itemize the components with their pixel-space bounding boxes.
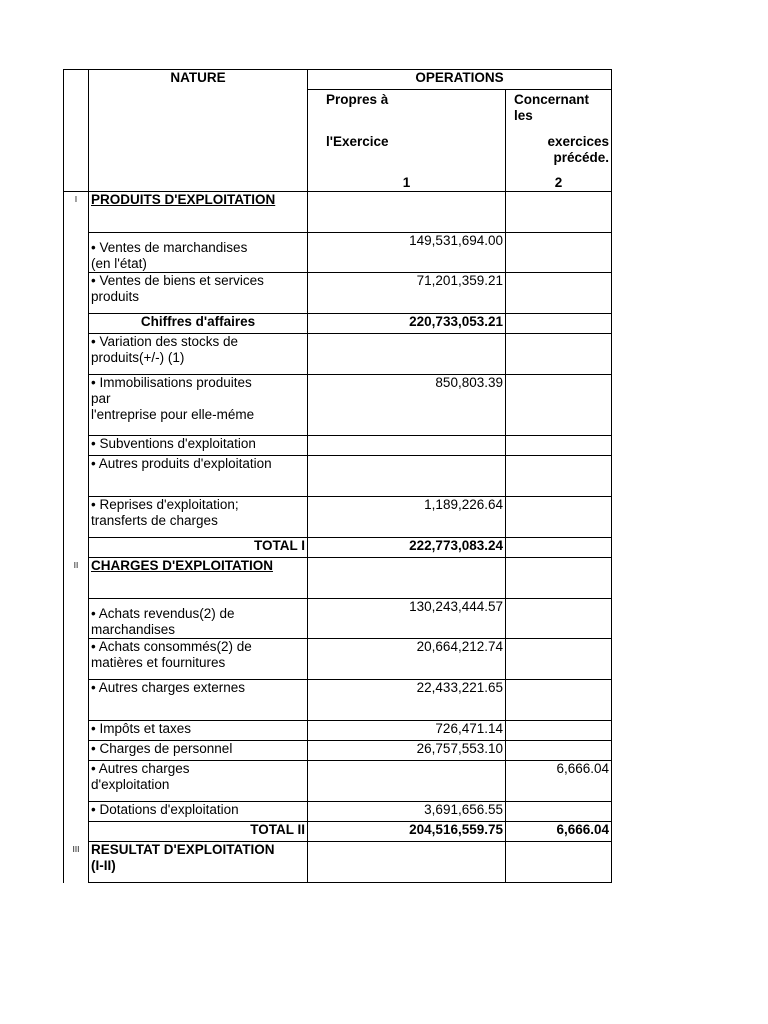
achats-revendus-value: 130,243,444.57	[308, 599, 506, 639]
total-2-label: TOTAL II	[89, 822, 308, 842]
ventes-biens-line2: produits	[91, 289, 140, 304]
resultat-v2	[506, 842, 612, 883]
col1-header: 1	[308, 170, 506, 192]
autres-charges-label	[89, 761, 308, 802]
ventes-marchandises-line1: • Ventes de marchandises	[91, 240, 248, 255]
section-label-3	[64, 842, 89, 883]
propres-header	[308, 90, 506, 134]
produits-title: PRODUITS D'EXPLOITATION	[89, 192, 308, 233]
impots-taxes-value: 726,471.14	[308, 721, 506, 741]
chiffres-affaires-v2	[506, 314, 612, 334]
variation-stocks-value	[308, 334, 506, 375]
header-section-cell	[64, 70, 89, 192]
achats-consommes-label	[89, 639, 308, 680]
charges-title-v1	[308, 558, 506, 599]
autres-charges-externes-value: 22,433,221.65	[308, 680, 506, 721]
reprises-label	[89, 497, 308, 538]
charges-title-v2	[506, 558, 612, 599]
autres-charges-v2: 6,666.04	[506, 761, 612, 802]
ventes-biens-value: 71,201,359.21	[308, 273, 506, 314]
total-2-v2: 6,666.04	[506, 822, 612, 842]
variation-stocks-label	[89, 334, 308, 375]
autres-produits-value	[308, 456, 506, 497]
resultat-title-line1: RESULTAT D'EXPLOITATION	[91, 842, 275, 857]
immobilisations-value: 850,803.39	[308, 375, 506, 436]
achats-consommes-v2	[506, 639, 612, 680]
achats-revendus-v2	[506, 599, 612, 639]
produits-title-v1	[308, 192, 506, 233]
autres-produits-label: • Autres produits d'exploitation	[89, 456, 308, 497]
ventes-biens-label	[89, 273, 308, 314]
immobilisations-label	[89, 375, 308, 436]
chiffres-affaires-label: Chiffres d'affaires	[89, 314, 308, 334]
charges-personnel-v2	[506, 741, 612, 761]
subventions-label: • Subventions d'exploitation	[89, 436, 308, 456]
concernant-header-line1: Concernant	[514, 92, 590, 107]
chiffres-affaires-value: 220,733,053.21	[308, 314, 506, 334]
nature-header	[89, 70, 308, 192]
variation-stocks-v2	[506, 334, 612, 375]
nature-header-label: NATURE	[170, 70, 226, 85]
propres-header-line2: l'Exercice	[326, 133, 389, 149]
concernant-header	[506, 90, 612, 134]
dotations-value: 3,691,656.55	[308, 802, 506, 822]
variation-stocks-line2: produits(+/-) (1)	[91, 350, 185, 365]
achats-consommes-line1: • Achats consommés(2) de	[91, 639, 252, 654]
immobilisations-line3: l'entreprise pour elle-méme	[91, 407, 255, 422]
charges-personnel-label: • Charges de personnel	[89, 741, 308, 761]
autres-charges-externes-v2	[506, 680, 612, 721]
autres-charges-value	[308, 761, 506, 802]
subventions-value	[308, 436, 506, 456]
reprises-line2: transferts de charges	[91, 513, 218, 528]
produits-title-v2	[506, 192, 612, 233]
concernant-header-line4: précéde.	[553, 149, 609, 165]
achats-consommes-value: 20,664,212.74	[308, 639, 506, 680]
charges-personnel-value: 26,757,553.10	[308, 741, 506, 761]
reprises-line1: • Reprises d'exploitation;	[91, 497, 239, 512]
ventes-biens-v2	[506, 273, 612, 314]
resultat-title-line2: (I-II)	[91, 858, 116, 873]
resultat-value	[308, 842, 506, 883]
variation-stocks-line1: • Variation des stocks de	[91, 334, 239, 349]
section-label-1-text: I	[74, 195, 78, 204]
ventes-marchandises-amount: 149,531,694.00	[409, 233, 503, 248]
reprises-v2	[506, 497, 612, 538]
ventes-marchandises-value	[308, 233, 506, 273]
immobilisations-line2: par	[91, 391, 111, 406]
achats-revendus-label	[89, 599, 308, 639]
reprises-value: 1,189,226.64	[308, 497, 506, 538]
autres-charges-line2: d'exploitation	[91, 777, 170, 792]
concernant-header-line3: exercices	[547, 133, 609, 149]
achats-revendus-line2: marchandises	[91, 622, 176, 637]
achats-consommes-line2: matières et fournitures	[91, 655, 226, 670]
propres-header-cont	[308, 134, 506, 170]
total-1-label: TOTAL I	[89, 538, 308, 558]
impots-taxes-label: • Impôts et taxes	[89, 721, 308, 741]
dotations-label: • Dotations d'exploitation	[89, 802, 308, 822]
autres-charges-line1: • Autres charges	[91, 761, 190, 776]
ventes-marchandises-line2: (en l'état)	[91, 256, 147, 271]
immobilisations-v2	[506, 375, 612, 436]
operations-header: OPERATIONS	[308, 70, 612, 90]
total-2-value: 204,516,559.75	[308, 822, 506, 842]
concernant-header-line2: les	[514, 108, 533, 123]
propres-header-line1: Propres à	[326, 92, 389, 107]
impots-taxes-v2	[506, 721, 612, 741]
autres-produits-v2	[506, 456, 612, 497]
col2-header: 2	[506, 170, 612, 192]
immobilisations-line1: • Immobilisations produites	[91, 375, 252, 390]
dotations-v2	[506, 802, 612, 822]
ventes-marchandises-v2	[506, 233, 612, 273]
ventes-biens-line1: • Ventes de biens et services	[91, 273, 264, 288]
autres-charges-externes-label: • Autres charges externes	[89, 680, 308, 721]
section-label-1	[64, 192, 89, 558]
charges-title: CHARGES D'EXPLOITATION	[89, 558, 308, 599]
section-label-3-text: III	[72, 844, 80, 854]
cpc-table	[63, 69, 612, 883]
concernant-header-cont	[506, 134, 612, 170]
section-label-2-text: II	[73, 560, 79, 570]
achats-revendus-line1: • Achats revendus(2) de	[91, 606, 235, 621]
section-label-2	[64, 558, 89, 842]
ventes-marchandises-label	[89, 233, 308, 273]
total-1-value: 222,773,083.24	[308, 538, 506, 558]
total-1-v2	[506, 538, 612, 558]
subventions-v2	[506, 436, 612, 456]
resultat-title	[89, 842, 308, 883]
